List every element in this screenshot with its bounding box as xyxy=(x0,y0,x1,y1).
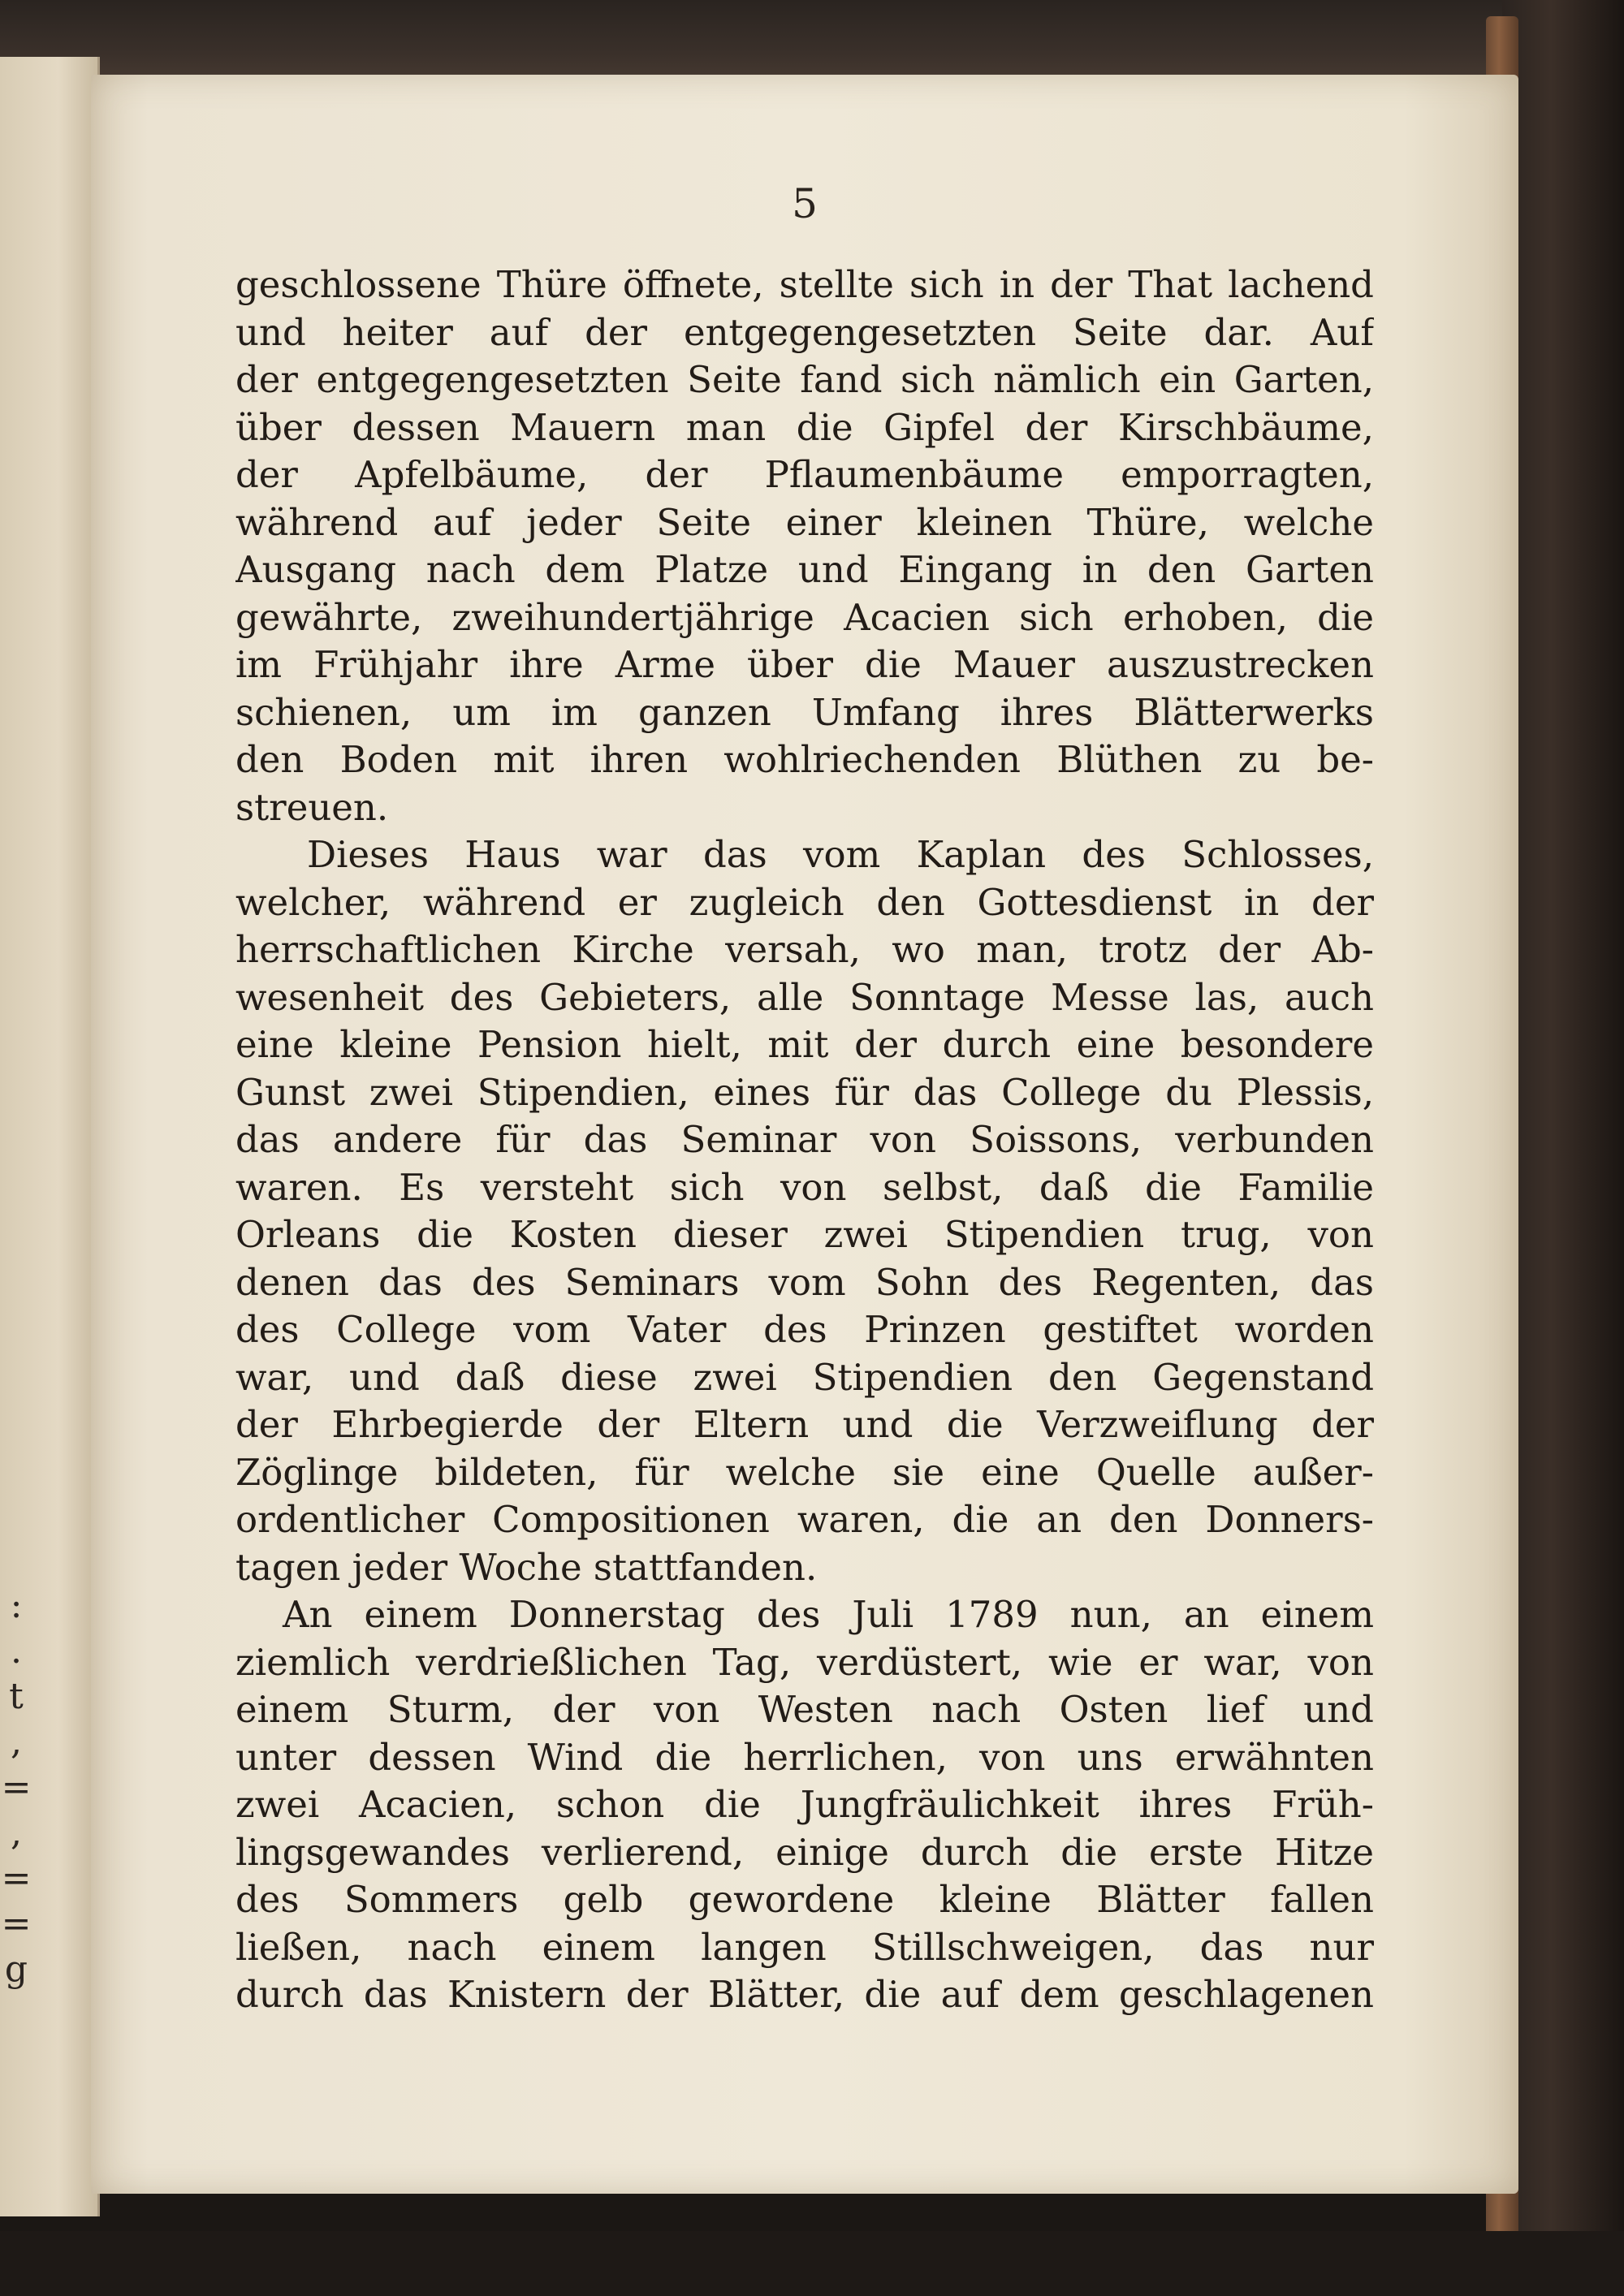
text-line: durch das Knistern der Blätter, die auf dem geschlagenen xyxy=(235,1973,1374,2016)
text-line: des Sommers gelb gewordene kleine Blätter fallen xyxy=(235,1878,1374,1921)
text-line: waren. Es versteht sich von selbst, daß die Familie xyxy=(235,1165,1374,1209)
page-body-text xyxy=(235,261,1374,2019)
text-line: geschlossene Thüre öffnete, stellte sich in der That lachend xyxy=(235,263,1374,306)
book-cover-bottom xyxy=(0,2231,1624,2296)
page-number: 5 xyxy=(792,180,818,227)
text-line: Gunst zwei Stipendien, eines für das College du Plessis, xyxy=(235,1070,1374,1114)
text-line: denen das des Seminars vom Sohn des Regenten, das xyxy=(235,1260,1374,1304)
text-line: der entgegengesetzten Seite fand sich nämlich ein Garten, xyxy=(235,358,1374,401)
text-line: Ausgang nach dem Platze und Eingang in den Garten xyxy=(235,548,1374,591)
text-line: herrschaftlichen Kirche versah, wo man, trotz der Ab- xyxy=(235,928,1374,971)
text-line: den Boden mit ihren wohlriechenden Blüthen zu be- xyxy=(235,738,1374,781)
text-line: wesenheit des Gebieters, alle Sonntage Messe las, auch xyxy=(235,975,1374,1019)
text-line: der Ehrbegierde der Eltern und die Verzweiflung der xyxy=(235,1403,1374,1446)
text-line: streuen. xyxy=(235,785,389,829)
book-page xyxy=(91,75,1518,2194)
text-line: das andere für das Seminar von Soissons, verbunden xyxy=(235,1118,1374,1161)
text-line: ordentlicher Compositionen waren, die an den Donners- xyxy=(235,1498,1374,1541)
left-mark: t xyxy=(9,1676,24,1717)
text-line: war, und daß diese zwei Stipendien den Gegenstand xyxy=(235,1355,1374,1399)
text-line: ließen, nach einem langen Stillschweigen, das nur xyxy=(235,1925,1374,1969)
text-line: eine kleine Pension hielt, mit der durch eine besondere xyxy=(235,1023,1374,1066)
text-line: ziemlich verdrießlichen Tag, verdüstert, wie er war, von xyxy=(235,1640,1374,1684)
text-line: Dieses Haus war das vom Kaplan des Schlosses, xyxy=(307,833,1374,876)
text-line: Orleans die Kosten dieser zwei Stipendien trug, von xyxy=(235,1213,1374,1256)
left-mark: . xyxy=(11,1630,22,1672)
left-mark: = xyxy=(1,1903,32,1944)
left-mark: , xyxy=(11,1812,22,1854)
text-line: unter dessen Wind die herrlichen, von uns erwähnten xyxy=(235,1735,1374,1779)
left-mark: g xyxy=(4,1949,28,1990)
text-line: welcher, während er zugleich den Gottesdienst in der xyxy=(235,880,1374,924)
left-mark: = xyxy=(1,1858,32,1899)
left-mark: = xyxy=(1,1767,32,1808)
text-line: tagen jeder Woche stattfanden. xyxy=(235,1545,818,1589)
book-cover-right xyxy=(1502,0,1624,2296)
text-line: der Apfelbäume, der Pflaumenbäume emporragten, xyxy=(235,453,1374,496)
text-line: des College vom Vater des Prinzen gestiftet worden xyxy=(235,1308,1374,1351)
left-mark: : xyxy=(10,1585,23,1626)
text-line: während auf jeder Seite einer kleinen Thüre, welche xyxy=(235,500,1374,544)
text-line: einem Sturm, der von Westen nach Osten lief und xyxy=(235,1688,1374,1731)
text-line: zwei Acacien, schon die Jungfräulichkeit ihres Früh- xyxy=(235,1783,1374,1826)
text-line: lingsgewandes verlierend, einige durch die erste Hitze xyxy=(235,1830,1374,1874)
text-line: Zöglinge bildeten, für welche sie eine Quelle außer- xyxy=(235,1450,1374,1494)
text-line: und heiter auf der entgegengesetzten Seite dar. Auf xyxy=(235,310,1374,354)
text-line: schienen, um im ganzen Umfang ihres Blätterwerks xyxy=(235,690,1374,734)
previous-page-marks xyxy=(0,1583,32,1992)
text-line: gewährte, zweihundertjährige Acacien sich erhoben, die xyxy=(235,595,1374,639)
previous-page-edge xyxy=(0,57,100,2216)
text-line: über dessen Mauern man die Gipfel der Kirschbäume, xyxy=(235,405,1374,449)
text-line: im Frühjahr ihre Arme über die Mauer auszustrecken xyxy=(235,643,1374,686)
text-line: An einem Donnerstag des Juli 1789 nun, an einem xyxy=(283,1593,1374,1636)
left-mark: , xyxy=(11,1721,22,1763)
